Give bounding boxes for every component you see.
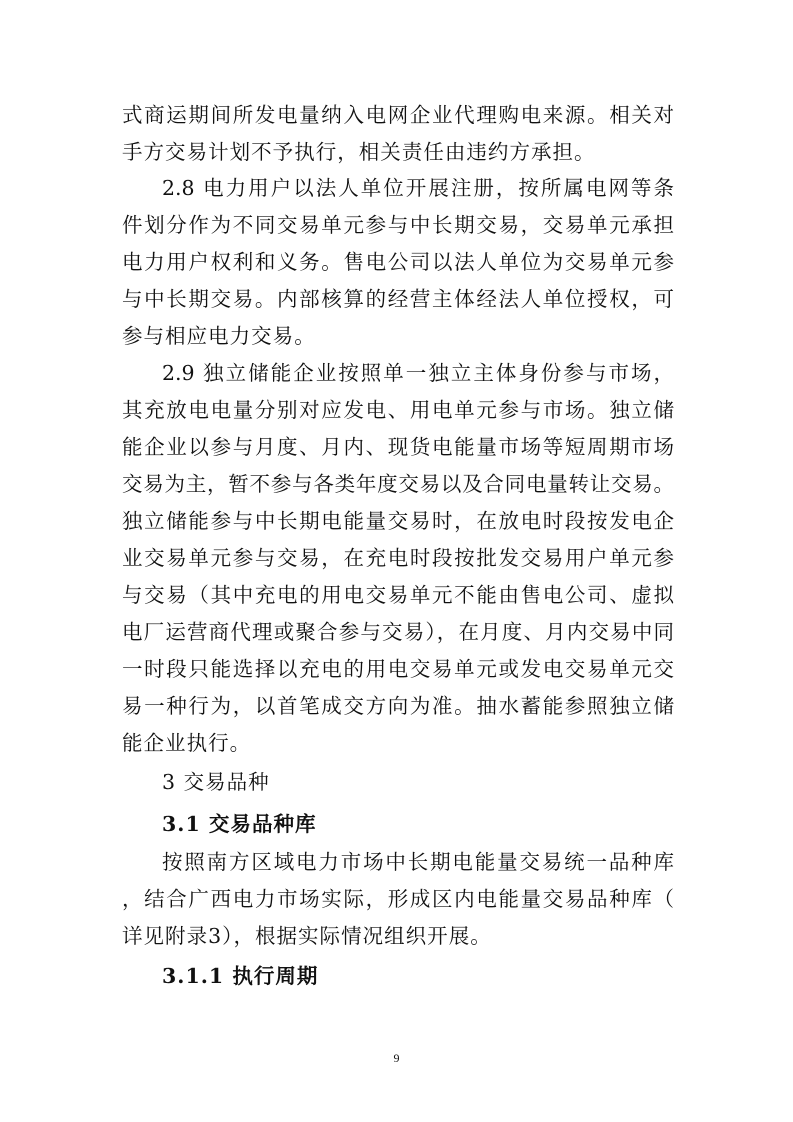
body-text-line: 参与相应电力交易。 [122,324,316,348]
body-text-line: 详见附录3），根据实际情况组织开展。 [122,924,492,948]
body-text-line: 与中长期交易。内部核算的经营主体经法人单位授权，可 [122,287,674,311]
body-text-line: 交易为主，暂不参与各类年度交易以及合同电量转让交易。 [122,472,674,496]
body-text-line: 易一种行为，以首笔成交方向为准。抽水蓄能参照独立储 [122,694,674,718]
body-text-line: 独立储能参与中长期电能量交易时，在放电时段按发电企 [122,509,674,533]
body-text-line: 按照南方区域电力市场中长期电能量交易统一品种库 [162,850,674,874]
clause-2-9-line: 2.9 独立储能企业按照单一独立主体身份参与市场， [162,361,674,385]
body-text-line: 件划分作为不同交易单元参与中长期交易，交易单元承担 [122,213,674,237]
body-text-line: 电厂运营商代理或聚合参与交易），在月度、月内交易中同 [122,620,674,644]
body-text-line: 式商运期间所发电量纳入电网企业代理购电来源。相关对 [122,103,674,127]
section-heading-3: 3 交易品种 [162,770,270,794]
page-number: 9 [393,1051,400,1065]
section-heading-3-1-1: 3.1.1 执行周期 [162,964,319,988]
body-text-line: 其充放电电量分别对应发电、用电单元参与市场。独立储 [122,398,674,422]
body-text-line: 业交易单元参与交易，在充电时段按批发交易用户单元参 [122,546,674,570]
body-text-line: 手方交易计划不予执行，相关责任由违约方承担。 [122,140,596,164]
clause-2-8-line: 2.8 电力用户以法人单位开展注册，按所属电网等条 [162,176,674,200]
body-text-line: 电力用户权利和义务。售电公司以法人单位为交易单元参 [122,250,674,274]
body-text-line: 与交易（其中充电的用电交易单元不能由售电公司、虚拟 [122,583,674,607]
body-text-line: 一时段只能选择以充电的用电交易单元或发电交易单元交 [122,657,674,681]
body-text-line: 能企业以参与月度、月内、现货电能量市场等短周期市场 [122,435,674,459]
body-text-line: ，结合广西电力市场实际，形成区内电能量交易品种库（ [122,887,674,911]
body-text-line: 能企业执行。 [122,731,252,755]
section-heading-3-1: 3.1 交易品种库 [162,812,317,836]
